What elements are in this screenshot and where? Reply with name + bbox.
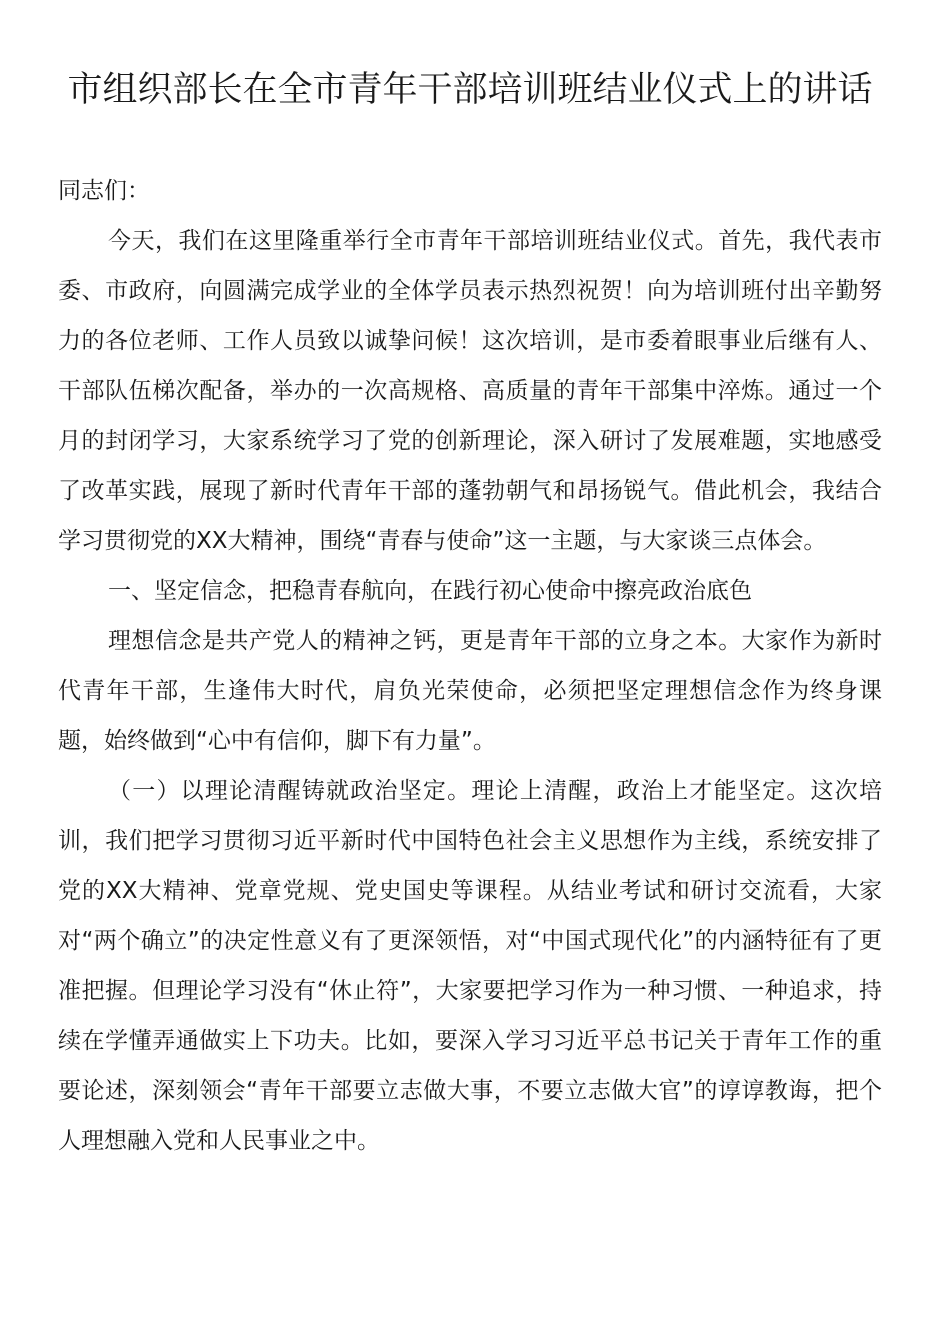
salutation: 同志们： — [58, 178, 150, 204]
section-paragraph: 理想信念是共产党人的精神之钙，更是青年干部的立身之本。大家作为新时代青年干部，生逢伟大时代，肩负光荣使命，必须把坚定理想信念作为终身课题，始终做到“心中有信仰，脚下有力量”。 — [58, 628, 882, 754]
document-page — [58, 62, 882, 1166]
opening-paragraph: 今天，我们在这里隆重举行全市青年干部培训班结业仪式。首先，我代表市委、市政府，向圆满完成学业的全体学员表示热烈祝贺！向为培训班付出辛勤努力的各位老师、工作人员致以诚挚问候！这次培训，是市委着眼事业后继有人、干部队伍梯次配备，举办的一次高规格、高质量的青年干部集中淬炼。通过一个月的封闭学习，大家系统学习了党的创新理论，深入研讨了发展难题，实地感受了改革实践，展现了新时代青年干部的蓬勃朝气和昂扬锐气。借此机会，我结合学习贯彻党的XX大精神，围绕“青春与使命”这一主题，与大家谈三点体会。 — [58, 228, 882, 554]
section-heading: 一、坚定信念，把稳青春航向，在践行初心使命中擦亮政治底色 — [108, 578, 752, 604]
document-title: 市组织部长在全市青年干部培训班结业仪式上的讲话 — [67, 70, 873, 110]
section-paragraph: （一）以理论清醒铸就政治坚定。理论上清醒，政治上才能坚定。这次培训，我们把学习贯彻习近平新时代中国特色社会主义思想作为主线，系统安排了党的XX大精神、党章党规、党史国史等课程。从结业考试和研讨交流看，大家对“两个确立”的决定性意义有了更深领悟，对“中国式现代化”的内涵特征有了更准把握。但理论学习没有“休止符”，大家要把学习作为一种习惯、一种追求，持续在学懂弄通做实上下功夫。比如，要深入学习习近平总书记关于青年工作的重要论述，深刻领会“青年干部要立志做大事，不要立志做大官”的谆谆教诲，把个人理想融入党和人民事业之中。 — [58, 778, 882, 1154]
